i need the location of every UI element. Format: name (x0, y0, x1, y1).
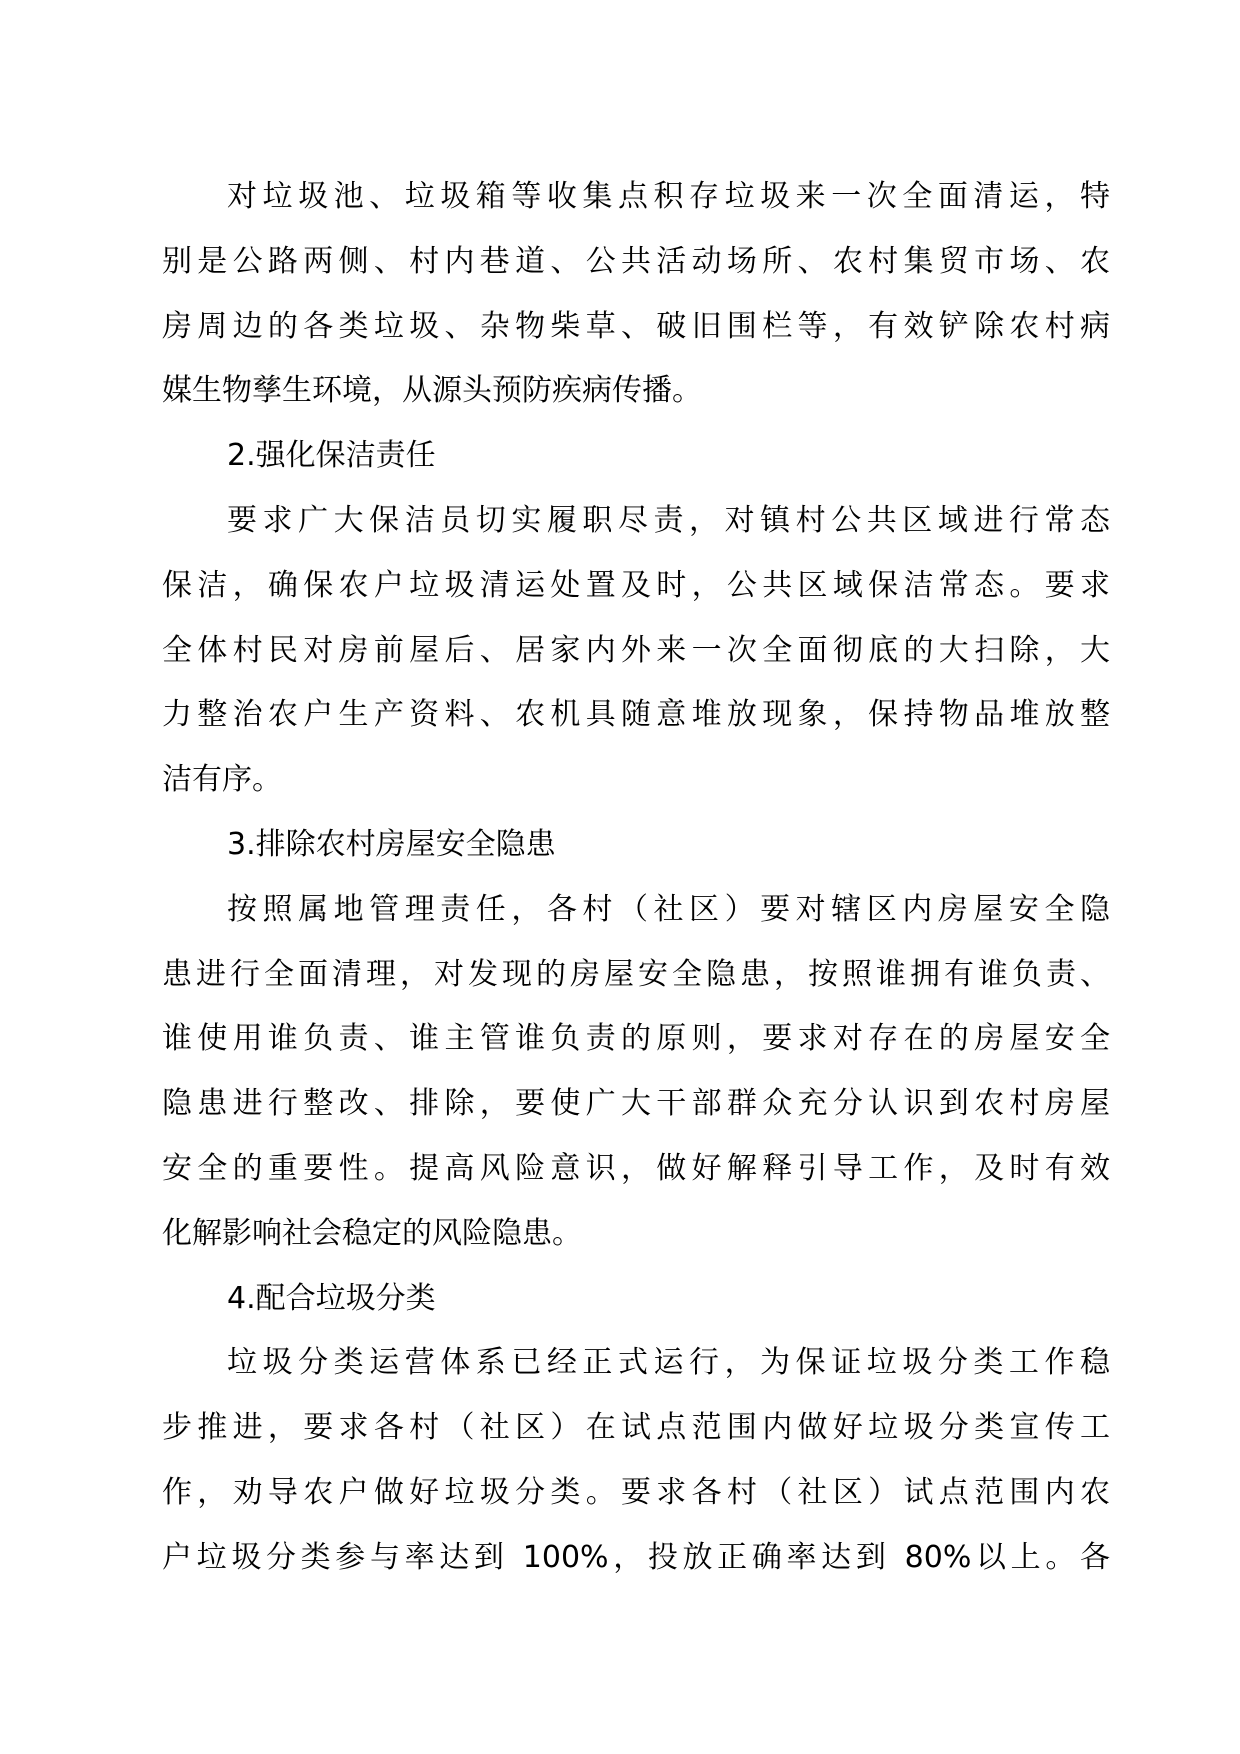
text-line: 化解影响社会稳定的风险隐患。 (162, 1215, 582, 1251)
text-line: 别是公路两侧、村内巷道、公共活动场所、农村集贸市场、农 (162, 243, 1110, 279)
text-line: 洁有序。 (162, 762, 282, 798)
text-line: 户垃圾分类参与率达到 100%，投放正确率达到 80%以上。各 (162, 1539, 1110, 1575)
text-line: 谁使用谁负责、谁主管谁负责的原则，要求对存在的房屋安全 (162, 1021, 1110, 1057)
text-line: 力整治农户生产资料、农机具随意堆放现象，保持物品堆放整 (162, 697, 1110, 733)
text-line: 3.排除农村房屋安全隐患 (227, 826, 556, 862)
text-line: 4.配合垃圾分类 (227, 1280, 436, 1316)
text-line: 步推进，要求各村（社区）在试点范围内做好垃圾分类宣传工 (162, 1410, 1110, 1446)
document-body (162, 165, 1110, 1591)
text-line: 患进行全面清理，对发现的房屋安全隐患，按照谁拥有谁负责、 (162, 956, 1110, 992)
text-line: 安全的重要性。提高风险意识，做好解释引导工作，及时有效 (162, 1150, 1110, 1186)
text-line: 按照属地管理责任，各村（社区）要对辖区内房屋安全隐 (227, 891, 1110, 927)
text-line: 隐患进行整改、排除，要使广大干部群众充分认识到农村房屋 (162, 1086, 1110, 1122)
text-line: 对垃圾池、垃圾箱等收集点积存垃圾来一次全面清运，特 (227, 179, 1110, 214)
text-line: 全体村民对房前屋后、居家内外来一次全面彻底的大扫除，大 (162, 632, 1110, 668)
text-line: 媒生物孳生环境，从源头预防疾病传播。 (162, 373, 702, 409)
text-line: 要求广大保洁员切实履职尽责，对镇村公共区域进行常态 (227, 502, 1110, 538)
text-line: 保洁，确保农户垃圾清运处置及时，公共区域保洁常态。要求 (162, 567, 1110, 603)
text-line: 作，劝导农户做好垃圾分类。要求各村（社区）试点范围内农 (162, 1474, 1110, 1510)
text-line: 垃圾分类运营体系已经正式运行，为保证垃圾分类工作稳 (227, 1345, 1110, 1381)
text-line: 房周边的各类垃圾、杂物柴草、破旧围栏等，有效铲除农村病 (162, 308, 1110, 344)
text-line: 2.强化保洁责任 (227, 438, 436, 474)
